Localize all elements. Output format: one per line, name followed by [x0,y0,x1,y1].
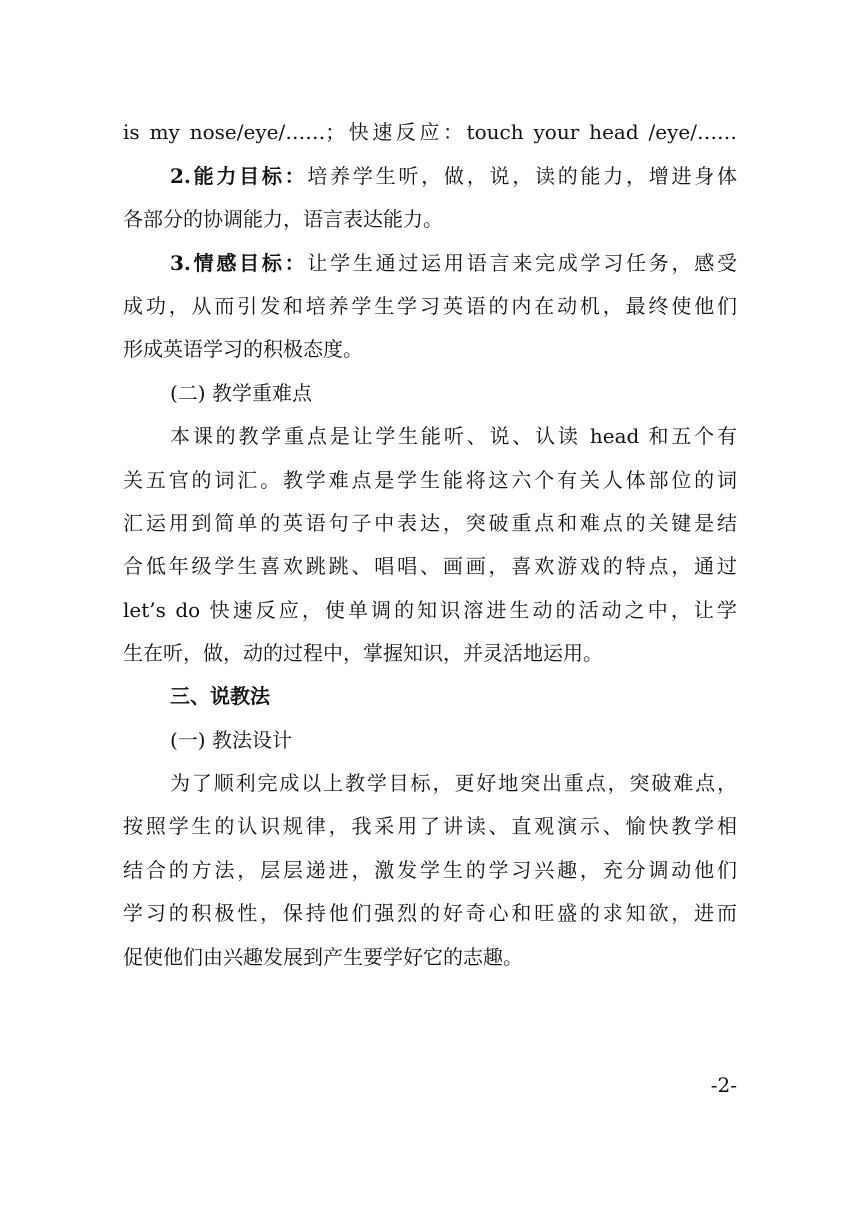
text-line: 学习的积极性，保持他们强烈的好奇心和旺盛的求知欲，进而 [123,901,737,925]
text-line: 成功，从而引发和培养学生学习英语的内在动机，最终使他们 [123,294,737,318]
text-line: let’s do 快速反应，使单调的知识溶进生动的活动之中，让学 [123,598,737,622]
ability-goal-text: 培养学生听，做，说，读的能力，增进身体 [307,164,737,188]
page-number: -2- [710,1073,737,1097]
text-line: 结合的方法，层层递进，激发学生的学习兴趣，充分调动他们 [123,858,737,882]
text-line-ability-goal [170,161,737,191]
text-line: 按照学生的认识规律，我采用了讲读、直观演示、愉快教学相 [123,814,737,838]
text-line: 为了顺利完成以上教学目标，更好地突出重点，突破难点， [170,771,737,795]
emotion-goal-label: 3.情感目标： [170,251,308,275]
text-line: 关五官的词汇。教学难点是学生能将这六个有关人体部位的词 [123,468,737,492]
text-line-emotion-goal [170,248,737,278]
text-line: 生在听，做，动的过程中，掌握知识，并灵活地运用。 [123,641,603,665]
ability-goal-label: 2.能力目标： [170,164,308,188]
section-heading-teaching-key-points: (二) 教学重难点 [170,381,312,405]
emotion-goal-text: 让学生通过运用语言来完成学习任务，感受 [307,251,737,275]
text-line: is my nose/eye/……；快速反应：touch your head /eye/…… [123,120,737,144]
text-line: 形成英语学习的积极态度。 [123,337,363,361]
text-line: 汇运用到简单的英语句子中表达，突破重点和难点的关键是结 [123,511,737,535]
section-heading-teaching-methods: 三、说教法 [170,684,270,708]
text-line: 各部分的协调能力，语言表达能力。 [123,207,443,231]
section-heading-method-design: (一) 教法设计 [170,728,292,752]
text-line: 本课的教学重点是让学生能听、说、认读 head 和五个有 [170,424,737,448]
text-line: 合低年级学生喜欢跳跳、唱唱、画画，喜欢游戏的特点，通过 [123,554,737,578]
text-line: 促使他们由兴趣发展到产生要学好它的志趣。 [123,945,523,969]
